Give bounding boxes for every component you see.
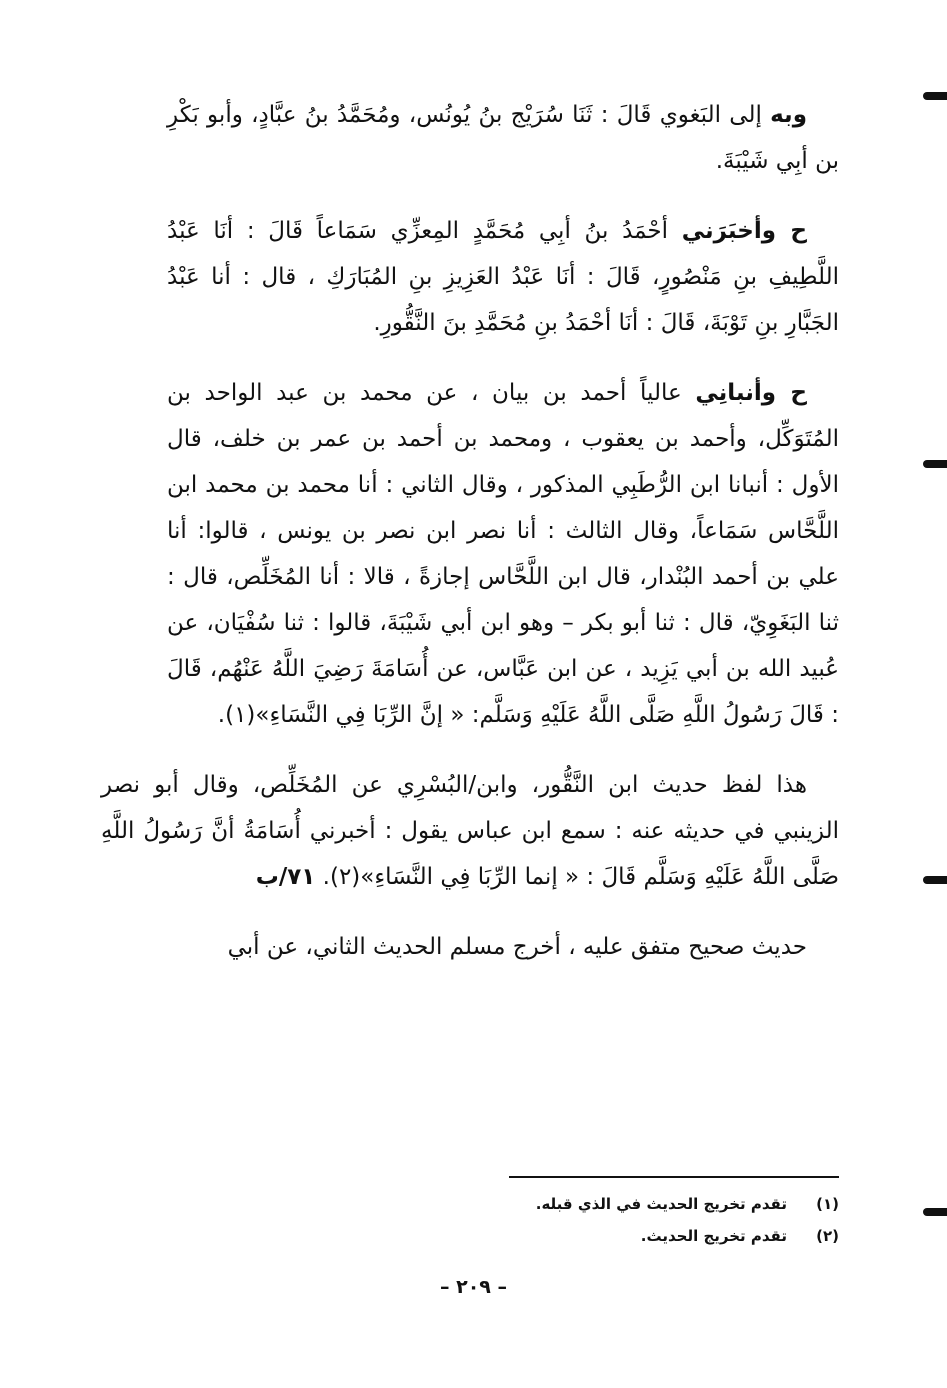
paragraph-commentary: [101, 762, 839, 900]
paragraph-verdict: [167, 924, 839, 970]
page-number: – ٢٠٩ –: [439, 1276, 508, 1298]
footnote-number: (٢): [816, 1227, 839, 1245]
paragraph-lead: ح وأخبَرَني: [681, 218, 807, 244]
scan-edge-mark: [923, 92, 947, 100]
paragraph-text: أحْمَدُ بنُ أبِي مُحَمَّدٍ المِعزِّي سَمَاعاً قَالَ : أنَا عَبْدُ اللَّطِيفِ بنِ مَنْصُورٍ، قَالَ : أنَا عَبْدُ العَزِيزِ بنِ المُبَارَكِ ، قال : أنا عَبْدُ الجَبَّارِ بنِ تَوْبَةَ، قَالَ : أنَا أحْمَدُ بنِ مُحَمَّدِ بنَ النَّقُّورِ.: [167, 218, 839, 336]
footnotes: [439, 1188, 839, 1252]
footnote-number: (١): [816, 1195, 839, 1213]
paragraph-text: هذا لفظ حديث ابن النَّقُّور، وابن/البُسْرِي عن المُخَلِّص، وقال أبو نصر الزينبي في حديثه عنه : سمع ابن عباس يقول : أخبرني أُسَامَةُ أنَّ رَسُولُ اللَّهِ صَلَّى اللَّهُ عَلَيْهِ وَسَلَّم قَالَ : « إنما الرِّبَا فِي النَّسَاءِ»(٢).: [101, 772, 839, 890]
paragraph-isnad-3: [167, 370, 839, 738]
paragraph-isnad-2: [167, 208, 839, 346]
footnote-text: تقدم تخريج الحديث في الذي قبله.: [535, 1195, 787, 1213]
scan-edge-mark: [923, 460, 947, 468]
footnote-item: [439, 1220, 839, 1252]
footnote-item: [439, 1188, 839, 1220]
scan-edge-mark: [923, 1208, 947, 1216]
scan-edge-mark: [923, 876, 947, 884]
paragraph-lead: وبه: [770, 102, 807, 128]
paragraph-text: عالياً أحمد بن بيان ، عن محمد بن عبد الواحد بن المُتَوَكِّل، وأحمد بن يعقوب ، ومحمد بن أحمد بن عمر بن خلف، قال الأول : أنبانا ابن الرُّطَبِي المذكور ، وقال الثاني : أنا محمد بن محمد ابن اللَّحَّاس سَمَاعاً، وقال الثالث : أنا نصر ابن نصر بن يونس ، قالوا: أنا علي بن أحمد البُنْدار، قال ابن اللَّحَّاس إجازةً ، قالا : أنا المُخَلِّص، قال : ثنا البَغَوِيّ، قال : ثنا أبو بكر – وهو ابن أبي شَيْبَةَ، قالوا : ثنا سُفْيَان، عن عُبيد الله بن أبي يَزِيد ، عن ابن عَبَّاس، عن أُسَامَةَ رَضِيَ اللَّهُ عَنْهُم، قَالَ : قَالَ رَسُولُ اللَّهِ صَلَّى اللَّهُ عَلَيْهِ وَسَلَّم: « إنَّ الرِّبَا فِي النَّسَاءِ»(١).: [167, 380, 839, 728]
paragraph-text: إلى البَغوي قَالَ : ثَنَا سُرَيْج بنُ يُونُس، ومُحَمَّدُ بنُ عبَّادٍ، وأبو بَكْرِ بن أبِي شَيْبَةَ.: [167, 102, 839, 174]
paragraph-isnad-1: [167, 92, 839, 184]
footnote-separator: [509, 1176, 839, 1178]
manuscript-folio-note: ٧١/ب: [255, 864, 316, 890]
paragraph-lead: ح وأنبانِي: [695, 380, 807, 406]
footnote-text: تقدم تخريج الحديث.: [640, 1227, 787, 1245]
main-text-block: [101, 92, 839, 994]
paragraph-text: حديث صحيح متفق عليه ، أخرج مسلم الحديث الثاني، عن أبي: [227, 934, 807, 960]
